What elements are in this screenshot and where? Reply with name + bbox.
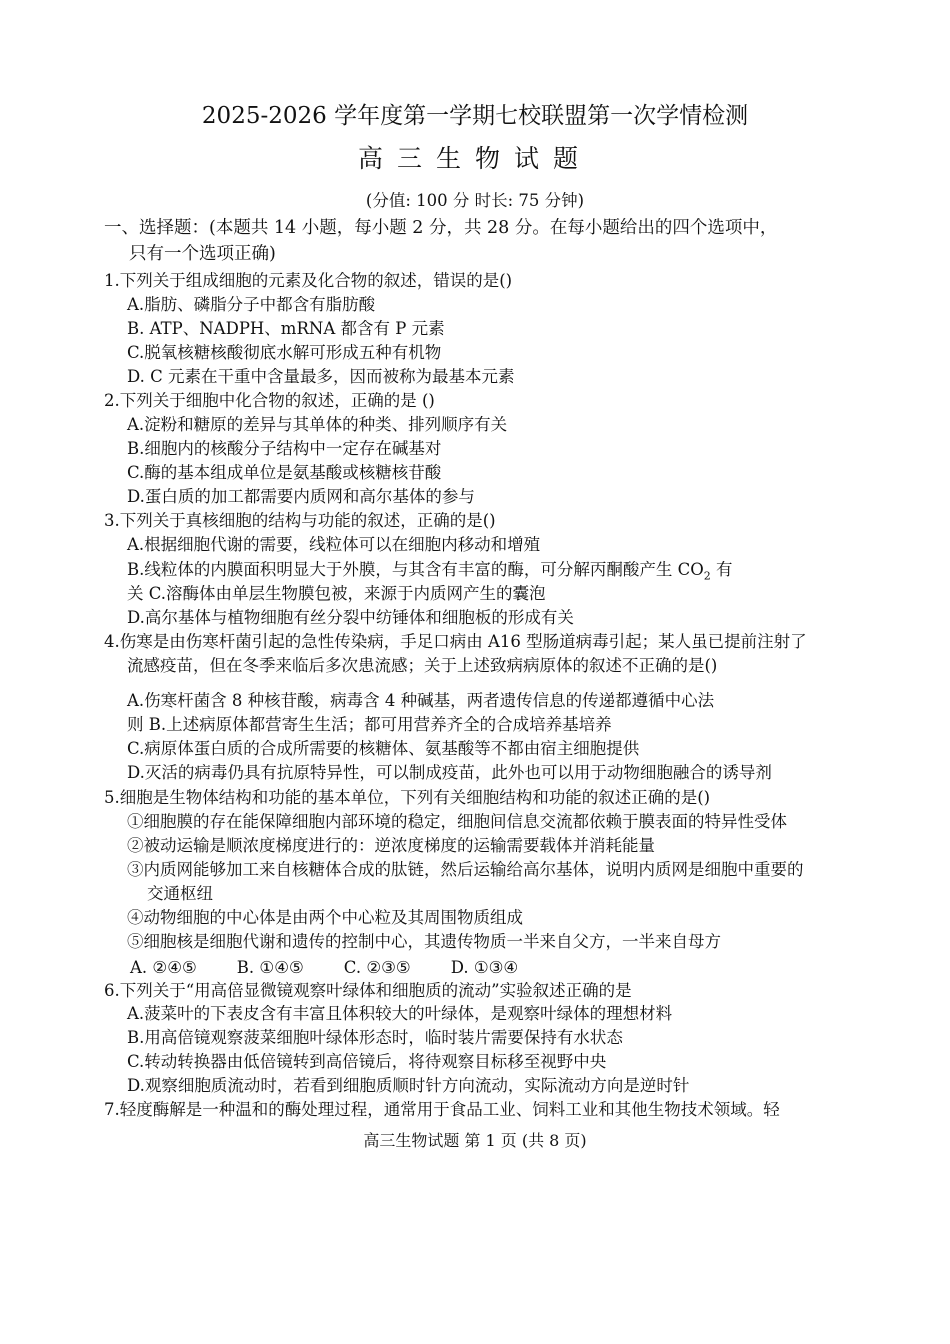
question-5-option-a: A. ②④⑤ xyxy=(130,958,197,977)
question-3-option-c: 关 C.溶酶体由单层生物膜包被，来源于内质网产生的囊泡 xyxy=(127,584,546,603)
question-2-option-d: D.蛋白质的加工都需要内质网和高尔基体的参与 xyxy=(127,487,475,506)
question-2-option-c: C.酶的基本组成单位是氨基酸或核糖核苷酸 xyxy=(127,463,442,482)
question-6-option-a: A.菠菜叶的下表皮含有丰富且体积较大的叶绿体，是观察叶绿体的理想材料 xyxy=(127,1004,673,1023)
question-5-option-c: C. ②③⑤ xyxy=(343,958,411,977)
question-6-option-d: D.观察细胞质流动时，若看到细胞质顺时针方向流动，实际流动方向是逆时针 xyxy=(127,1076,690,1095)
question-4-option-d: D.灭活的病毒仍具有抗原特异性，可以制成疫苗，此外也可以用于动物细胞融合的诱导剂 xyxy=(127,763,772,782)
question-3-option-b-text: B.线粒体的内膜面积明显大于外膜，与其含有丰富的酶，可分解丙酮酸产生 CO xyxy=(127,560,704,579)
question-3-option-a: A.根据细胞代谢的需要，线粒体可以在细胞内移动和增殖 xyxy=(127,535,541,554)
question-5-statement-3: ③内质网能够加工来自核糖体合成的肽链，然后运输给高尔基体，说明内质网是细胞中重要的 xyxy=(127,860,804,879)
question-4-option-b: 则 B.上述病原体都营寄生生活；都可用营养齐全的合成培养基培养 xyxy=(127,715,612,734)
question-5-statement-1: ①细胞膜的存在能保障细胞内部环境的稳定，细胞间信息交流都依赖于膜表面的特异性受体 xyxy=(127,812,787,831)
question-1-option-d: D. C 元素在干重中含量最多，因而被称为最基本元素 xyxy=(127,367,515,386)
question-5-option-b: B. ①④⑤ xyxy=(236,958,304,977)
question-4-stem-cont: 流感疫苗，但在冬季来临后多次患流感；关于上述致病病原体的叙述不正确的是() xyxy=(127,656,718,675)
subscript: 2 xyxy=(703,569,711,583)
question-5-option-d: D. ①③④ xyxy=(450,958,519,977)
question-3-option-b-tail: 有 xyxy=(710,560,733,579)
question-2-option-b: B.细胞内的核酸分子结构中一定存在碱基对 xyxy=(127,439,442,458)
question-4-option-a: A.伤寒杆菌含 8 种核苷酸，病毒含 4 种碱基，两者遗传信息的传递都遵循中心法 xyxy=(127,691,715,710)
exam-meta: (分值: 100 分 时长: 75 分钟) xyxy=(365,191,585,210)
question-1-stem: 1.下列关于组成细胞的元素及化合物的叙述，错误的是() xyxy=(104,271,513,290)
exam-title: 2025-2026 学年度第一学期七校联盟第一次学情检测 xyxy=(201,103,749,129)
question-1-option-a: A.脂肪、磷脂分子中都含有脂肪酸 xyxy=(127,295,376,314)
question-6-option-b: B.用高倍镜观察菠菜细胞叶绿体形态时，临时装片需要保持有水状态 xyxy=(127,1028,623,1047)
page-footer: 高三生物试题 第 1 页 (共 8 页) xyxy=(363,1131,587,1150)
question-2-option-a: A.淀粉和糖原的差异与其单体的种类、排列顺序有关 xyxy=(127,415,508,434)
question-6-option-c: C.转动转换器由低倍镜转到高倍镜后，将待观察目标移至视野中央 xyxy=(127,1052,607,1071)
question-4-option-c: C.病原体蛋白质的合成所需要的核糖体、氨基酸等不都由宿主细胞提供 xyxy=(127,739,640,758)
section-heading-cont: 只有一个选项正确) xyxy=(129,244,276,264)
question-5-statement-2: ②被动运输是顺浓度梯度进行的：逆浓度梯度的运输需要载体并消耗能量 xyxy=(127,836,655,855)
exam-subtitle: 高三生物试题 xyxy=(357,144,592,173)
question-5-statement-5: ⑤细胞核是细胞代谢和遗传的控制中心，其遗传物质一半来自父方，一半来自母方 xyxy=(127,932,721,951)
question-5-stem: 5.细胞是生物体结构和功能的基本单位，下列有关细胞结构和功能的叙述正确的是() xyxy=(104,788,711,807)
question-5-statement-3-cont: 交通枢纽 xyxy=(147,884,213,903)
question-3-stem: 3.下列关于真核细胞的结构与功能的叙述，正确的是() xyxy=(104,511,496,530)
question-5-options xyxy=(130,957,558,979)
question-6-stem: 6.下列关于“用高倍显微镜观察叶绿体和细胞质的流动”实验叙述正确的是 xyxy=(104,981,632,1000)
question-1-option-b: B. ATP、NADPH、mRNA 都含有 P 元素 xyxy=(127,319,445,338)
question-3-option-d: D.高尔基体与植物细胞有丝分裂中纺锤体和细胞板的形成有关 xyxy=(127,608,574,627)
question-1-option-c: C.脱氧核糖核酸彻底水解可形成五种有机物 xyxy=(127,343,442,362)
question-2-stem: 2.下列关于细胞中化合物的叙述，正确的是 () xyxy=(104,391,435,410)
question-7-stem: 7.轻度酶解是一种温和的酶处理过程，通常用于食品工业、饲料工业和其他生物技术领域。轻 xyxy=(104,1100,780,1119)
section-heading: 一、选择题：(本题共 14 小题，每小题 2 分，共 28 分。在每小题给出的四个选项中， xyxy=(104,218,778,238)
question-5-statement-4: ④动物细胞的中心体是由两个中心粒及其周围物质组成 xyxy=(127,908,523,927)
question-4-stem: 4.伤寒是由伤寒杆菌引起的急性传染病，手足口病由 A16 型肠道病毒引起；某人虽已提前注射了 xyxy=(104,632,807,651)
